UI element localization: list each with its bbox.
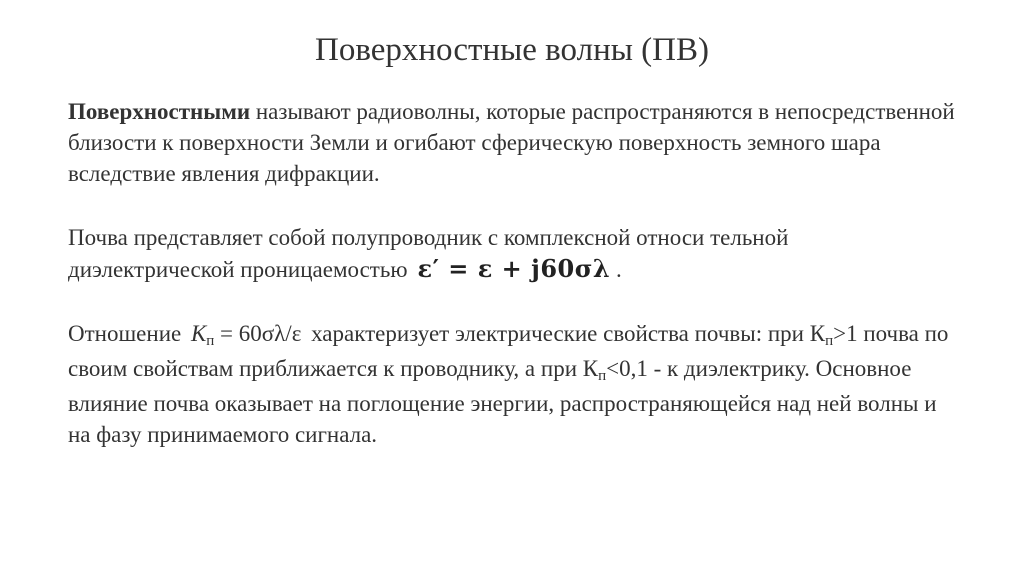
paragraph-ratio [68, 318, 958, 450]
ratio-start: Отношение [68, 321, 187, 346]
paragraph-soil [68, 222, 958, 285]
kp-subscript: п [206, 333, 215, 349]
definition-text: называют радиоволны, которые распространяются в непосредственной близости к поверхности Земли и огибают сферическую поверхность земного шара вследствие явления дифракции. [68, 99, 955, 186]
kp-formula-text: = 60σλ/ε [214, 321, 302, 346]
permittivity-formula: ε′ = ε + j60σλ [417, 254, 611, 283]
ratio-formula [190, 321, 302, 349]
ratio-end: <0,1 - к диэлектрику. Основное влияние почва оказывает на поглощение энергии, распространяющейся над ней волны и на фазу принимаемого сигнала. [68, 356, 937, 447]
slide-title: Поверхностные волны (ПВ) [315, 32, 709, 68]
kp-symbol: К [190, 321, 207, 346]
soil-tail: . [610, 257, 622, 282]
paragraph-definition [68, 96, 958, 189]
soil-text: Почва представляет собой полупроводник с комплексной относи тельной диэлектрической проницаемостью [68, 225, 789, 282]
slide-body [68, 96, 958, 450]
ratio-mid2: >1 почва по своим свойствам приближается к проводнику, а при К [68, 321, 949, 381]
ratio-sub2: п [598, 368, 607, 384]
definition-term: Поверхностными [68, 99, 251, 124]
ratio-mid1: характеризует электрические свойства почвы: при К [305, 321, 826, 346]
ratio-sub1: п [825, 333, 834, 349]
